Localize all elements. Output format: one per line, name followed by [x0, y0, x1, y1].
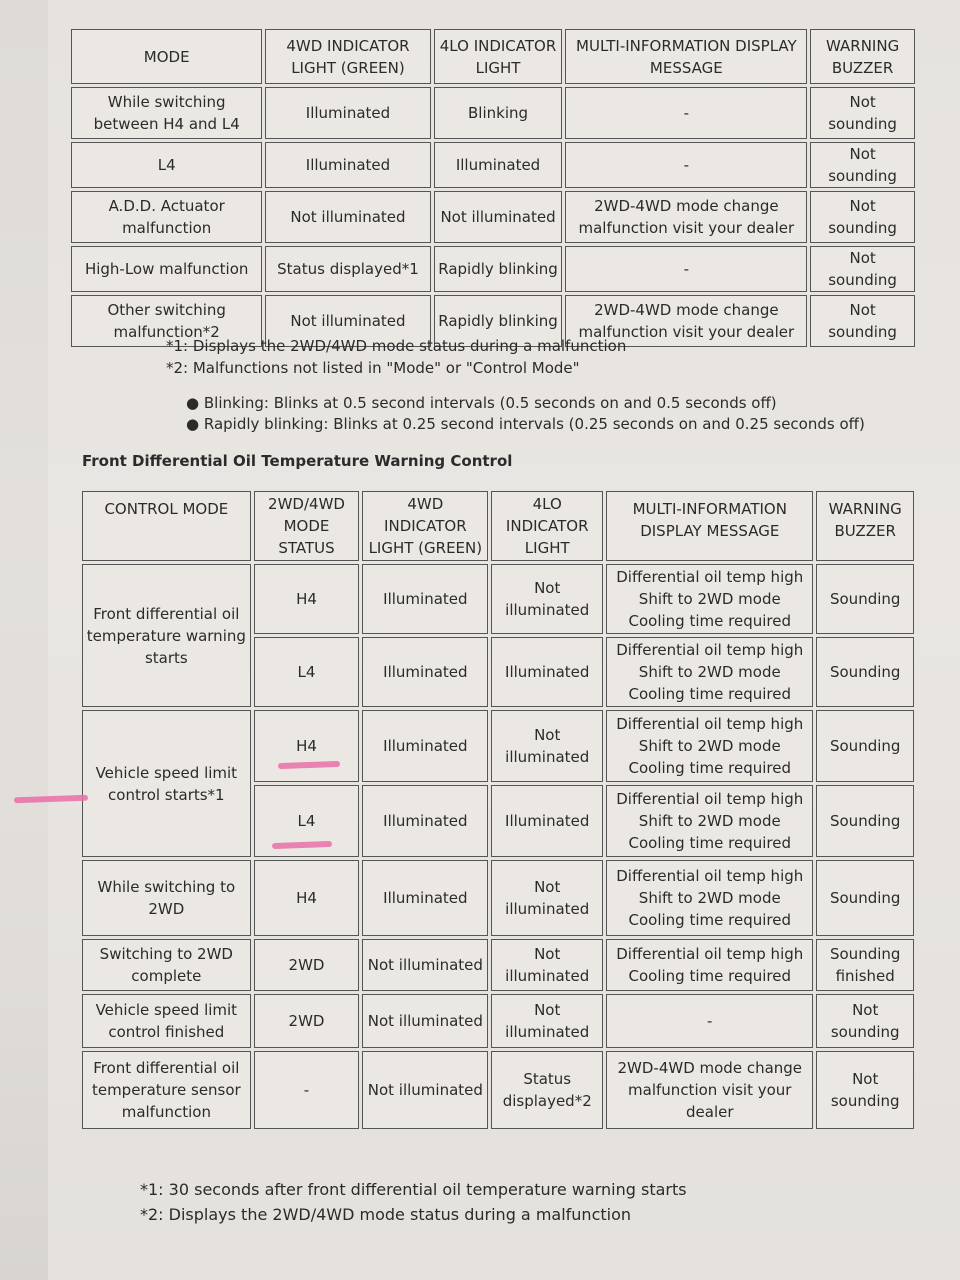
table-cell: Sounding [816, 710, 914, 782]
table-row [82, 710, 914, 782]
section-heading: Front Differential Oil Temperature Warning Control [82, 452, 513, 470]
table-cell: - [565, 246, 807, 292]
table-cell: - [565, 142, 807, 188]
table-cell: Differential oil temp high Shift to 2WD mode Cooling time required [606, 564, 813, 634]
table-cell: While switching to 2WD [82, 860, 251, 936]
header-cell: MODE [71, 29, 262, 84]
table-cell: Switching to 2WD complete [82, 939, 251, 991]
table-cell: Differential oil temp high Cooling time required [606, 939, 813, 991]
table-cell: Differential oil temp high Shift to 2WD mode Cooling time required [606, 637, 813, 707]
table-row [82, 994, 914, 1048]
table-cell: Vehicle speed limit control finished [82, 994, 251, 1048]
table-cell: Illuminated [491, 785, 603, 857]
table-cell: Illuminated [265, 142, 430, 188]
table-cell: Rapidly blinking [434, 246, 563, 292]
table-cell: - [606, 994, 813, 1048]
table-cell: - [254, 1051, 360, 1129]
table-cell: Sounding [816, 785, 914, 857]
table-cell: Not illuminated [265, 295, 430, 347]
table-cell: H4 [254, 710, 360, 782]
table-cell: Illuminated [265, 87, 430, 139]
control-mode-table [79, 488, 917, 1132]
footnote: *1: 30 seconds after front differential oil temperature warning starts [140, 1180, 687, 1199]
table-row [82, 1051, 914, 1129]
table-cell: L4 [71, 142, 262, 188]
table-cell: Blinking [434, 87, 563, 139]
table-cell: 2WD-4WD mode change malfunction visit your dealer [565, 295, 807, 347]
table-cell: Not sounding [816, 1051, 914, 1129]
table-cell: Not illuminated [491, 710, 603, 782]
table-cell: Not illuminated [265, 191, 430, 243]
table-cell: Sounding [816, 637, 914, 707]
table-row [71, 142, 915, 188]
table-cell: Status displayed*2 [491, 1051, 603, 1129]
header-cell: 4LO INDICATOR LIGHT [434, 29, 563, 84]
footnote: *1: Displays the 2WD/4WD mode status during a malfunction [166, 337, 627, 355]
table-cell: L4 [254, 785, 360, 857]
table-header-row [82, 491, 914, 561]
header-cell: WARNING BUZZER [810, 29, 915, 84]
table-row [82, 564, 914, 634]
table-cell: 2WD-4WD mode change malfunction visit your dealer [565, 191, 807, 243]
header-cell: 4LO INDICATOR LIGHT [491, 491, 603, 561]
table-cell: Not illuminated [491, 939, 603, 991]
footnote: *2: Malfunctions not listed in "Mode" or "Control Mode" [166, 359, 580, 377]
table-cell: 2WD-4WD mode change malfunction visit your dealer [606, 1051, 813, 1129]
table-cell: Not sounding [810, 142, 915, 188]
table-cell: Illuminated [434, 142, 563, 188]
table-cell: Not illuminated [362, 1051, 488, 1129]
table-cell: L4 [254, 637, 360, 707]
footnote: *2: Displays the 2WD/4WD mode status during a malfunction [140, 1205, 632, 1224]
table-cell: Differential oil temp high Shift to 2WD mode Cooling time required [606, 785, 813, 857]
table-cell: Vehicle speed limit control starts*1 [82, 710, 251, 857]
table-cell: H4 [254, 860, 360, 936]
table-cell: Illuminated [362, 785, 488, 857]
header-cell: MULTI-INFORMATION DISPLAY MESSAGE [565, 29, 807, 84]
header-cell: 4WD INDICATOR LIGHT (GREEN) [265, 29, 430, 84]
bullet-text: Rapidly blinking: Blinks at 0.25 second intervals (0.25 seconds on and 0.25 seconds off) [203, 415, 865, 433]
list-item: ● Blinking: Blinks at 0.5 second intervals (0.5 seconds on and 0.5 seconds off) [186, 394, 777, 412]
table-cell: Rapidly blinking [434, 295, 563, 347]
table-cell: Not illuminated [491, 564, 603, 634]
header-cell: CONTROL MODE [82, 491, 251, 561]
table-row [82, 939, 914, 991]
table-row [71, 87, 915, 139]
table-cell: Not illuminated [491, 860, 603, 936]
table-cell: Sounding [816, 564, 914, 634]
table-cell: Front differential oil temperature sensor malfunction [82, 1051, 251, 1129]
table-cell: Illuminated [362, 564, 488, 634]
table-cell: Illuminated [362, 860, 488, 936]
bullet-text: Blinking: Blinks at 0.5 second intervals (0.5 seconds on and 0.5 seconds off) [203, 394, 777, 412]
table-cell: Not illuminated [491, 994, 603, 1048]
table-cell: Sounding finished [816, 939, 914, 991]
table-cell: H4 [254, 564, 360, 634]
table-cell: Not illuminated [362, 939, 488, 991]
list-item: ● Rapidly blinking: Blinks at 0.25 second intervals (0.25 seconds on and 0.25 seconds off) [186, 415, 865, 433]
mode-table [68, 26, 918, 350]
table-cell: Status displayed*1 [265, 246, 430, 292]
table-cell: Illuminated [362, 710, 488, 782]
header-cell: 4WD INDICATOR LIGHT (GREEN) [362, 491, 488, 561]
table-cell: - [565, 87, 807, 139]
table-header-row [71, 29, 915, 84]
table-cell: Sounding [816, 860, 914, 936]
table-cell: Not sounding [810, 246, 915, 292]
table-cell: 2WD [254, 939, 360, 991]
table-cell: While switching between H4 and L4 [71, 87, 262, 139]
header-cell: WARNING BUZZER [816, 491, 914, 561]
table-row [71, 246, 915, 292]
table-cell: Illuminated [362, 637, 488, 707]
table-cell: Not sounding [810, 295, 915, 347]
table-row [82, 860, 914, 936]
table-cell: Front differential oil temperature warning starts [82, 564, 251, 707]
header-cell: 2WD/4WD MODE STATUS [254, 491, 360, 561]
table-cell: Illuminated [491, 637, 603, 707]
table-cell: Differential oil temp high Shift to 2WD mode Cooling time required [606, 710, 813, 782]
table-cell: Differential oil temp high Shift to 2WD mode Cooling time required [606, 860, 813, 936]
table-cell: Not illuminated [362, 994, 488, 1048]
table-cell: Not illuminated [434, 191, 563, 243]
table-cell: Not sounding [810, 87, 915, 139]
table-cell: A.D.D. Actuator malfunction [71, 191, 262, 243]
table-cell: Not sounding [810, 191, 915, 243]
table-cell: Not sounding [816, 994, 914, 1048]
table-cell: Other switching malfunction*2 [71, 295, 262, 347]
table-cell: 2WD [254, 994, 360, 1048]
table-cell: High-Low malfunction [71, 246, 262, 292]
table-row [71, 191, 915, 243]
header-cell: MULTI-INFORMATION DISPLAY MESSAGE [606, 491, 813, 561]
